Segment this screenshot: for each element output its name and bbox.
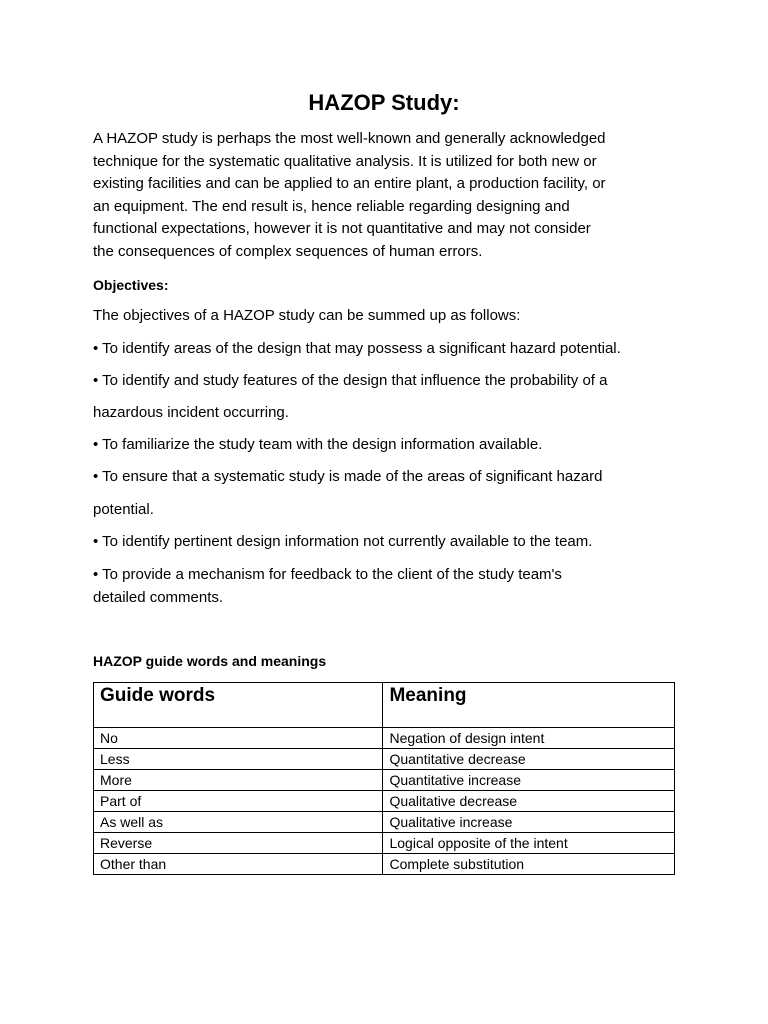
intro-line: an equipment. The end result is, hence reliable regarding designing and [93, 197, 570, 215]
objective-item: • To identify areas of the design that may possess a significant hazard potential. [93, 340, 621, 357]
meaning-cell: Negation of design intent [383, 728, 675, 749]
meaning-cell: Quantitative decrease [383, 749, 675, 770]
objectives-heading: Objectives: [93, 277, 169, 293]
table-row [94, 854, 675, 875]
meaning-cell: Logical opposite of the intent [383, 833, 675, 854]
guide-word-cell: No [94, 728, 383, 749]
intro-line: functional expectations, however it is not quantitative and may not consider [93, 220, 591, 237]
objectives-intro: The objectives of a HAZOP study can be summed up as follows: [93, 307, 521, 324]
page-title: HAZOP Study: [308, 90, 460, 115]
guide-word-cell: Less [94, 749, 383, 770]
meaning-cell: Qualitative decrease [383, 791, 675, 812]
table-row [94, 770, 675, 791]
meaning-cell: Complete substitution [383, 854, 675, 875]
guide-word-cell: Part of [94, 791, 383, 812]
objective-item-continuation: hazardous incident occurring. [93, 404, 289, 421]
table-header-row [94, 683, 675, 728]
meaning-cell: Quantitative increase [383, 770, 675, 791]
objective-item: • To identify pertinent design information not currently available to the team. [93, 533, 593, 550]
table-caption: HAZOP guide words and meanings [93, 653, 327, 669]
guide-word-cell: Other than [94, 854, 383, 875]
objective-item: • To familiarize the study team with the design information available. [93, 436, 543, 453]
objective-item: • To ensure that a systematic study is made of the areas of significant hazard [93, 468, 603, 485]
intro-paragraph [93, 128, 693, 263]
intro-line: the consequences of complex sequences of human errors. [93, 242, 483, 260]
intro-line: technique for the systematic qualitative analysis. It is utilized for both new or [93, 152, 597, 170]
guide-word-cell: More [94, 770, 383, 791]
objective-item-continuation: potential. [93, 501, 154, 518]
table-row [94, 812, 675, 833]
table-row [94, 791, 675, 812]
objective-item [93, 564, 693, 609]
intro-line: A HAZOP study is perhaps the most well-known and generally acknowledged [93, 130, 606, 147]
table-row [94, 749, 675, 770]
objective-line: detailed comments. [93, 588, 224, 606]
intro-line: existing facilities and can be applied to an entire plant, a production facility, or [93, 175, 606, 192]
column-header-meaning: Meaning [383, 683, 675, 728]
table-row [94, 728, 675, 749]
column-header-guide-words: Guide words [94, 683, 383, 728]
guide-word-cell: Reverse [94, 833, 383, 854]
objective-line: • To provide a mechanism for feedback to the client of the study team's [93, 566, 562, 583]
objective-item: • To identify and study features of the design that influence the probability of a [93, 372, 608, 389]
guide-words-table [93, 682, 675, 875]
guide-word-cell: As well as [94, 812, 383, 833]
table-row [94, 833, 675, 854]
meaning-cell: Qualitative increase [383, 812, 675, 833]
